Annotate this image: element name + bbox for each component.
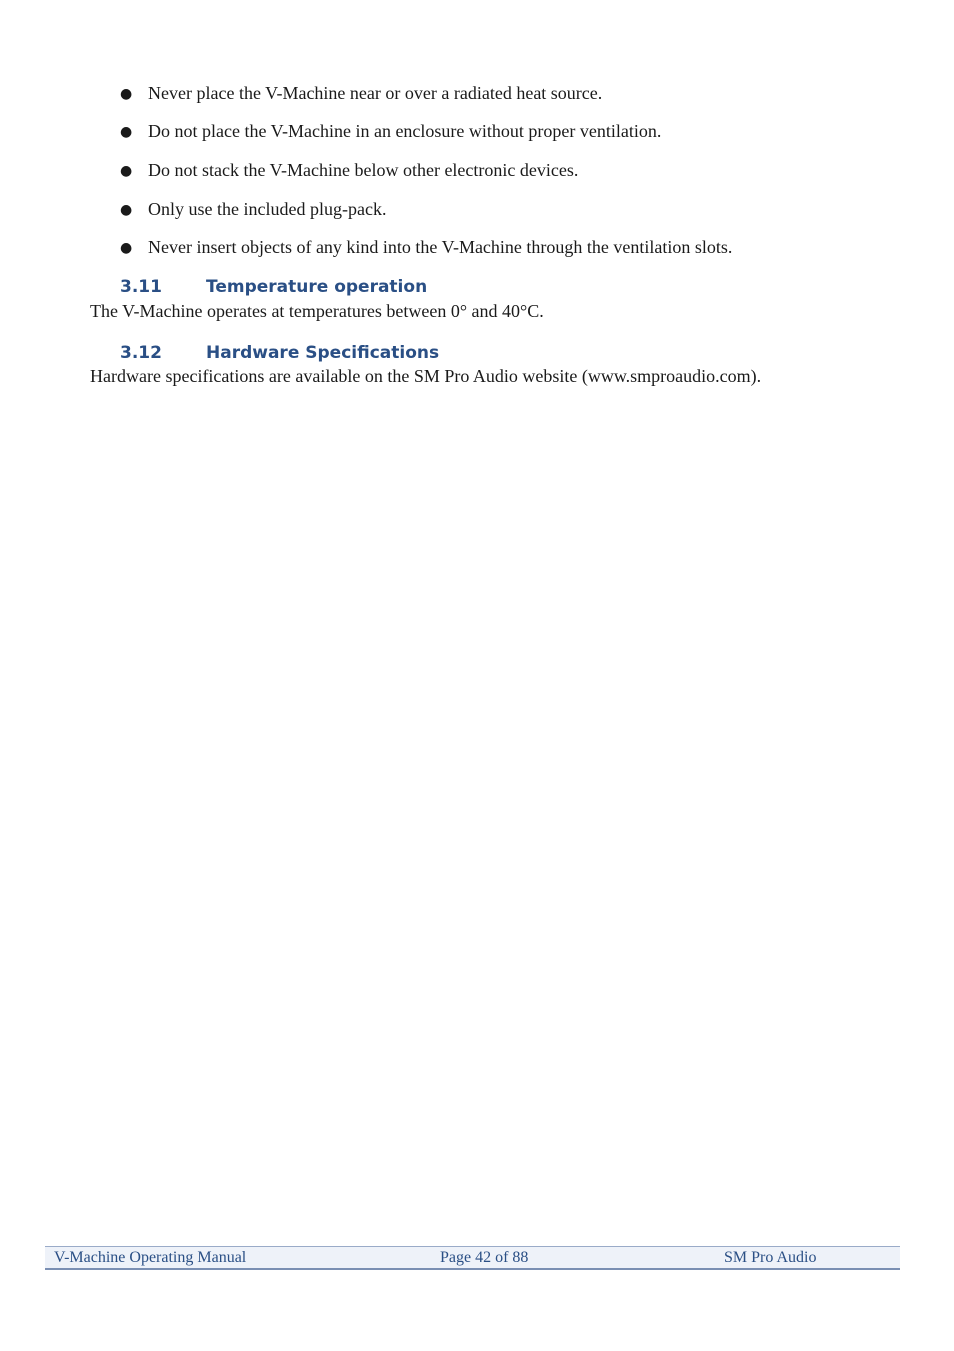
section-number: 3.11 [120, 277, 162, 297]
list-item [120, 120, 661, 143]
hardware-specs-paragraph: Hardware specifications are available on the SM Pro Audio website (www.smproaudio.com). [90, 366, 762, 386]
section-title: Temperature operation [206, 277, 428, 297]
list-item [120, 159, 578, 182]
page-footer [45, 1246, 900, 1270]
bullet-text: Never place the V-Machine near or over a radiated heat source. [148, 83, 603, 103]
bullet-icon: ● [120, 86, 133, 102]
section-title: Hardware Specifications [206, 343, 440, 363]
bullet-text: Only use the included plug-pack. [148, 199, 387, 219]
bullet-text: Do not place the V-Machine in an enclosure without proper ventilation. [148, 121, 662, 141]
section-number: 3.12 [120, 343, 162, 363]
bullet-icon: ● [120, 124, 133, 140]
footer-company: SM Pro Audio [724, 1249, 817, 1266]
list-item [120, 236, 732, 259]
footer-page-number: Page 42 of 88 [440, 1249, 529, 1266]
bullet-text: Do not stack the V-Machine below other electronic devices. [148, 160, 579, 180]
list-item [120, 82, 602, 105]
bullet-icon: ● [120, 202, 133, 218]
footer-manual-title: V-Machine Operating Manual [54, 1249, 247, 1266]
bullet-text: Never insert objects of any kind into the V-Machine through the ventilation slots. [148, 237, 733, 257]
section-heading-temperature [120, 276, 427, 298]
bullet-icon: ● [120, 240, 133, 256]
section-heading-hardware-specs [120, 342, 439, 364]
list-item [120, 198, 386, 221]
bullet-icon: ● [120, 163, 133, 179]
temperature-paragraph: The V-Machine operates at temperatures between 0° and 40°C. [90, 301, 544, 321]
